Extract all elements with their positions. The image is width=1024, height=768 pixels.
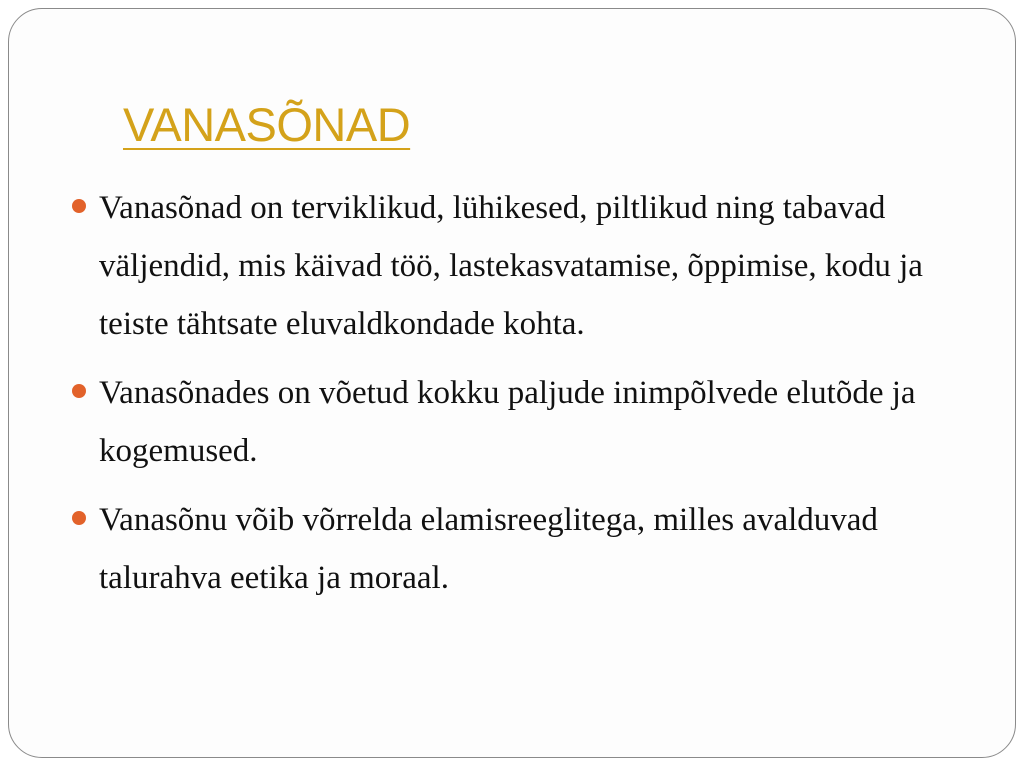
slide: [8, 8, 1016, 758]
bullet-text: Vanasõnu võib võrrelda elamisreeglitega, milles avalduvad talurahva eetika ja moraal.: [99, 502, 878, 596]
list-item: [71, 364, 971, 480]
bullet-icon: [72, 384, 86, 398]
list-item: [71, 491, 971, 607]
bullet-text: Vanasõnades on võetud kokku paljude inimpõlvede elutõde ja kogemused.: [99, 375, 916, 469]
bullet-list: [71, 179, 971, 618]
slide-title: VANASÕNAD: [123, 98, 411, 151]
bullet-icon: [72, 199, 86, 213]
bullet-text: Vanasõnad on terviklikud, lühikesed, piltlikud ning tabavad väljendid, mis käivad töö, lastekasvatamise, õppimise, kodu ja teiste tähtsate eluvaldkondade kohta.: [99, 190, 923, 342]
list-item: [71, 179, 971, 353]
bullet-icon: [72, 511, 86, 525]
